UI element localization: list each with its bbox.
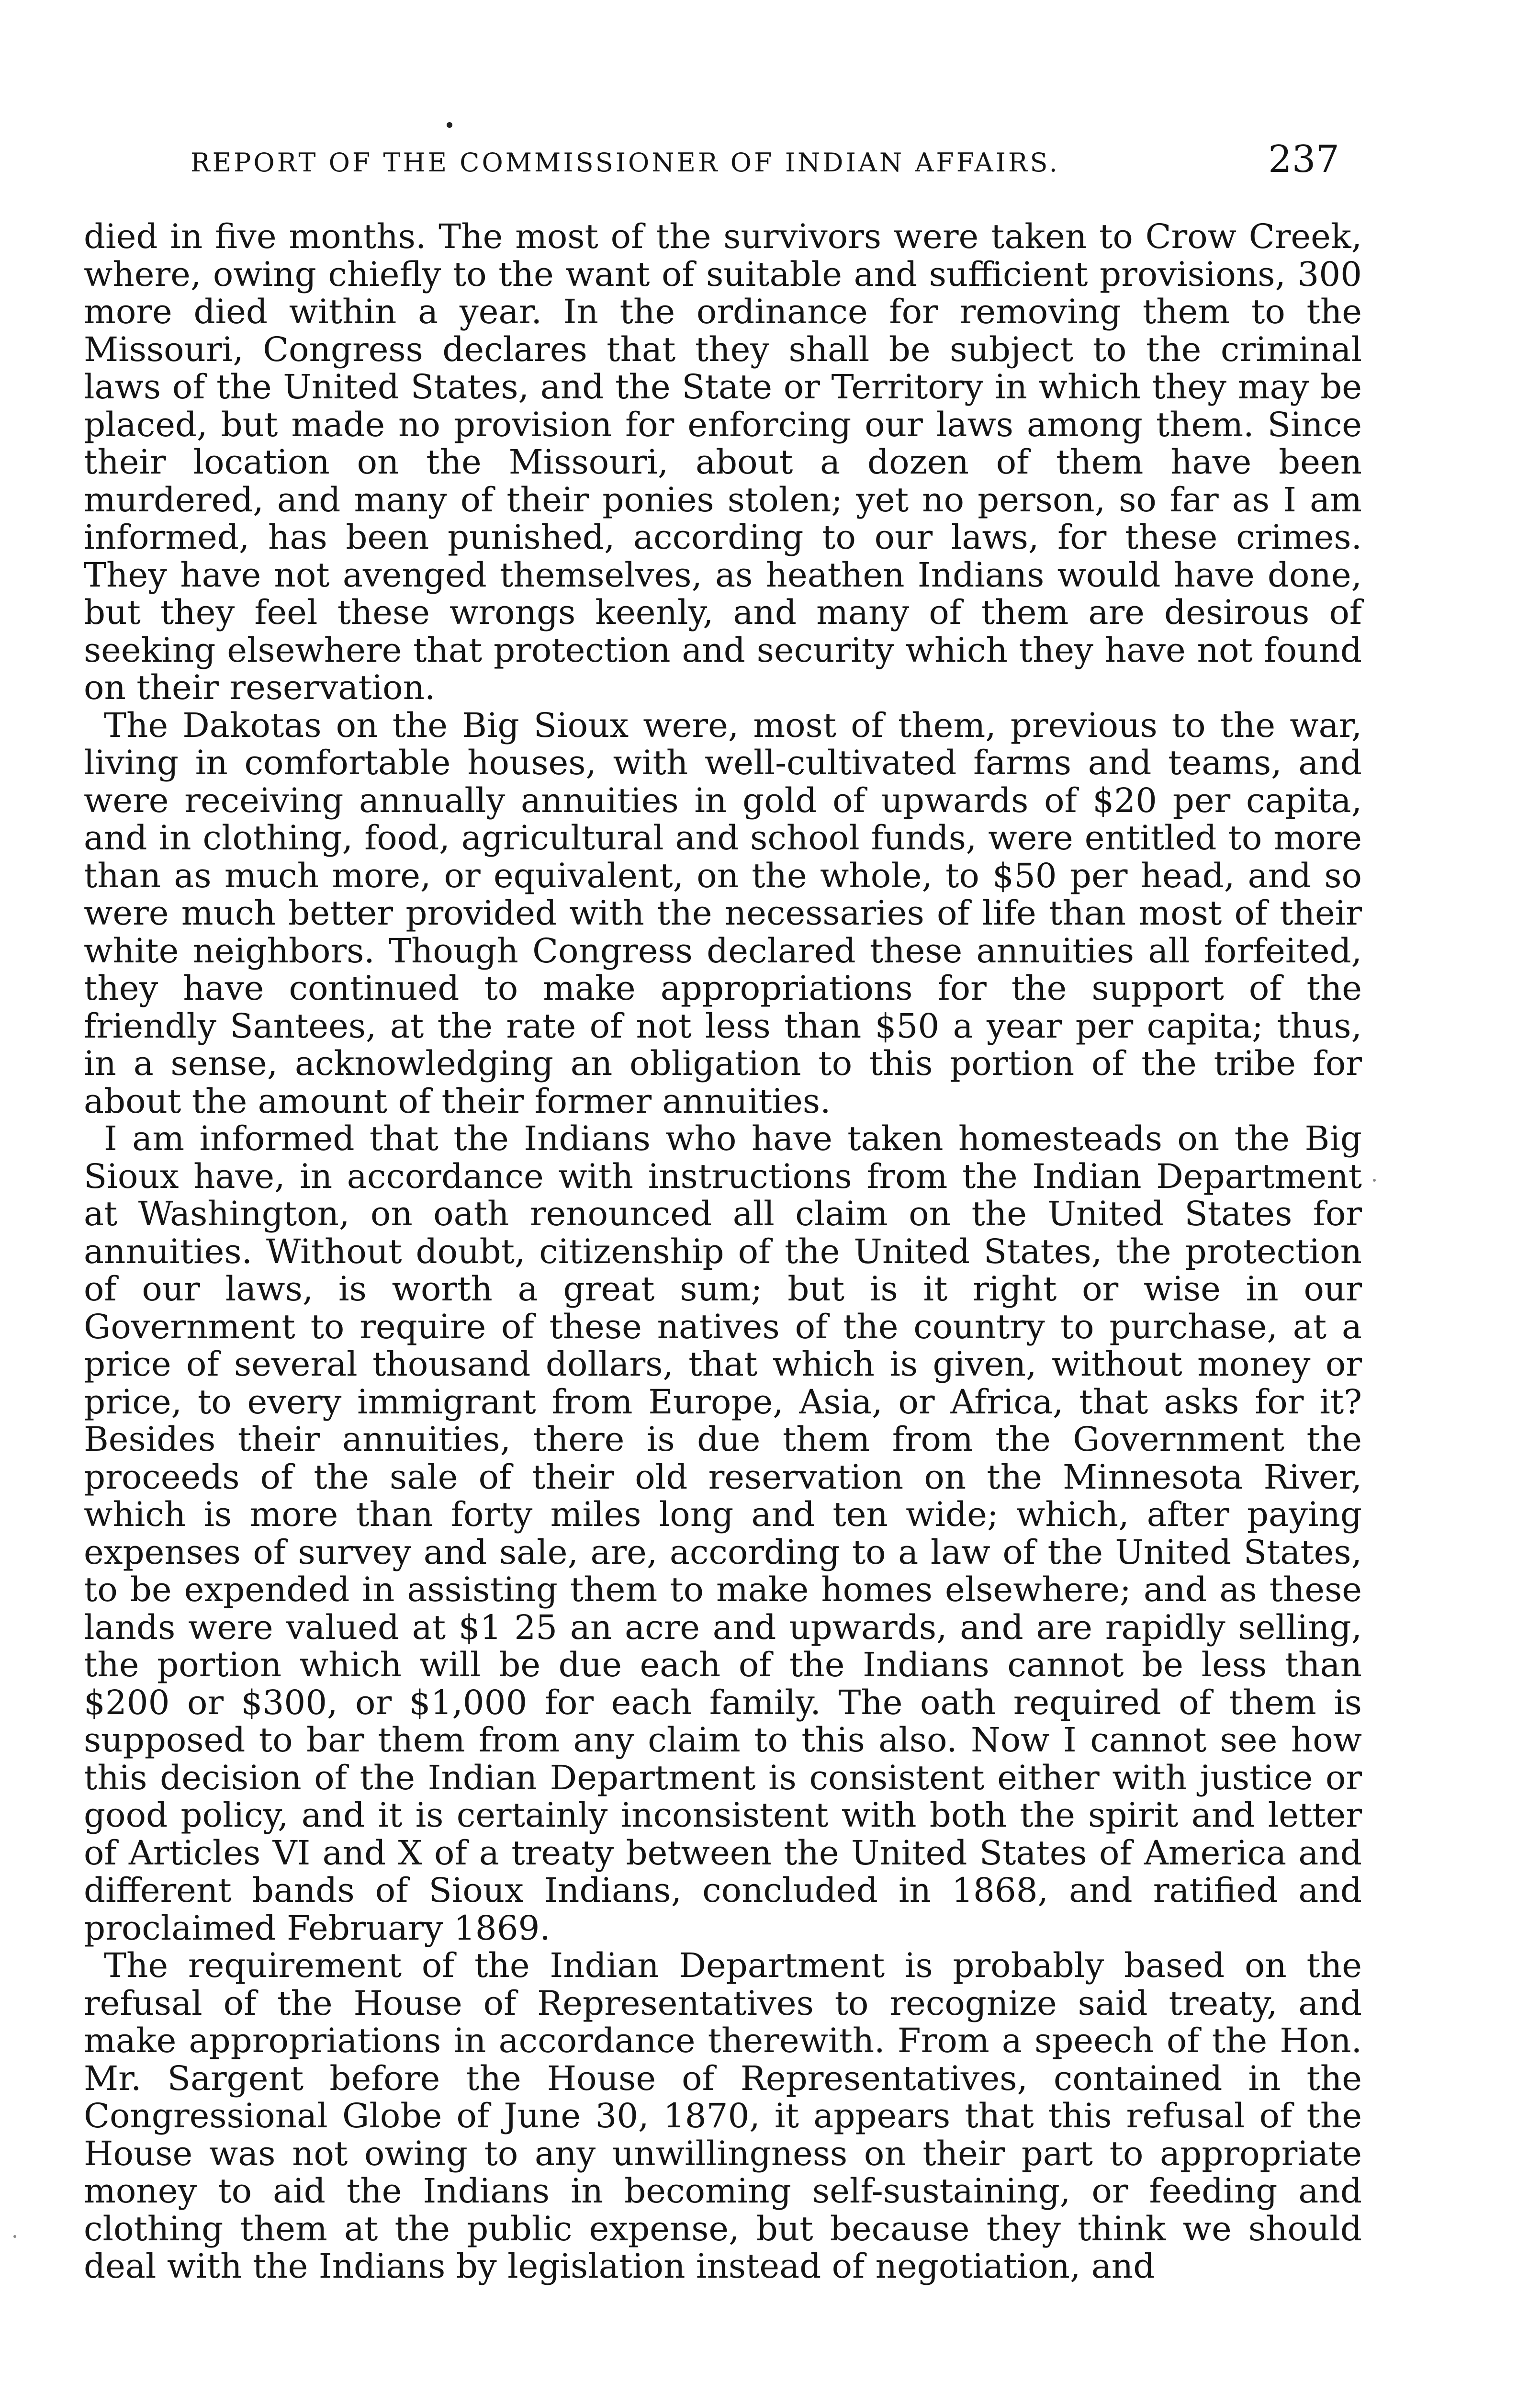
running-title: REPORT OF THE COMMISSIONER OF INDIAN AFFAIRS.: [191, 147, 1060, 178]
paper-speck: [13, 2235, 16, 2238]
printer-mark-dot: [447, 122, 452, 128]
paragraph-dakotas: The Dakotas on the Big Sioux were, most of them, previous to the war, living in comfortable houses, with well-cultivated farms and teams, and were receiving annually annuities in gold of upwards of $20 per capita, and in clothing, food, agricultural and school funds, were entitled to more than as much more, or equivalent, on the whole, to $50 per head, and so were much better provided with the necessaries of life than most of their white neighbors. Though Congress declared these annuities all forfeited, they have continued to make appropriations for the support of the friendly Santees, at the rate of not less than $50 a year per capita; thus, in a sense, acknowledging an obligation to this portion of the tribe for about the amount of their former annuities.: [84, 705, 1362, 1121]
paper-speck: [1373, 1179, 1376, 1182]
running-head: [191, 138, 1339, 186]
body-text: [84, 218, 1362, 2285]
page-number: 237: [1268, 138, 1339, 181]
paragraph-requirement: The requirement of the Indian Department is probably based on the refusal of the House of Representatives to recognize said treaty, and make appropriations in accordance therewith. From a speech of the Hon. Mr. Sargent before the House of Representatives, contained in the Congressional Globe of June 30, 1870, it appears that this refusal of the House was not owing to any unwillingness on their part to appropriate money to aid the Indians in becoming self-sustaining, or feeding and clothing them at the public expense, but because they think we should deal with the Indians by legislation instead of negotiation, and: [84, 1946, 1362, 2286]
paragraph-homesteads: I am informed that the Indians who have taken homesteads on the Big Sioux have, in accordance with instructions from the Indian Department at Washington, on oath renounced all claim on the United States for annuities. Without doubt, citizenship of the United States, the protection of our laws, is worth a great sum; but is it right or wise in our Government to require of these natives of the country to purchase, at a price of several thousand dollars, that which is given, without money or price, to every immigrant from Europe, Asia, or Africa, that asks for it? Besides their annuities, there is due them from the Government the proceeds of the sale of their old reservation on the Minnesota River, which is more than forty miles long and ten wide; which, after paying expenses of survey and sale, are, according to a law of the United States, to be expended in assisting them to make homes elsewhere; and as these lands were valued at $1 25 an acre and upwards, and are rapidly selling, the portion which will be due each of the Indians cannot be less than $200 or $300, or $1,000 for each family. The oath required of them is supposed to bar them from any claim to this also. Now I cannot see how this decision of the Indian Department is consistent either with justice or good policy, and it is certainly inconsistent with both the spirit and letter of Articles VI and X of a treaty between the United States of America and different bands of Sioux Indians, concluded in 1868, and ratified and proclaimed February 1869.: [84, 1119, 1362, 1948]
paragraph-continued: died in five months. The most of the survivors were taken to Crow Creek, where, owing chiefly to the want of suitable and sufficient provisions, 300 more died within a year. In the ordinance for removing them to the Missouri, Congress declares that they shall be subject to the criminal laws of the United States, and the State or Territory in which they may be placed, but made no provision for enforcing our laws among them. Since their location on the Missouri, about a dozen of them have been murdered, and many of their ponies stolen; yet no person, so far as I am informed, has been punished, according to our laws, for these crimes. They have not avenged themselves, as heathen Indians would have done, but they feel these wrongs keenly, and many of them are desirous of seeking elsewhere that protection and security which they have not found on their reservation.: [84, 217, 1362, 707]
